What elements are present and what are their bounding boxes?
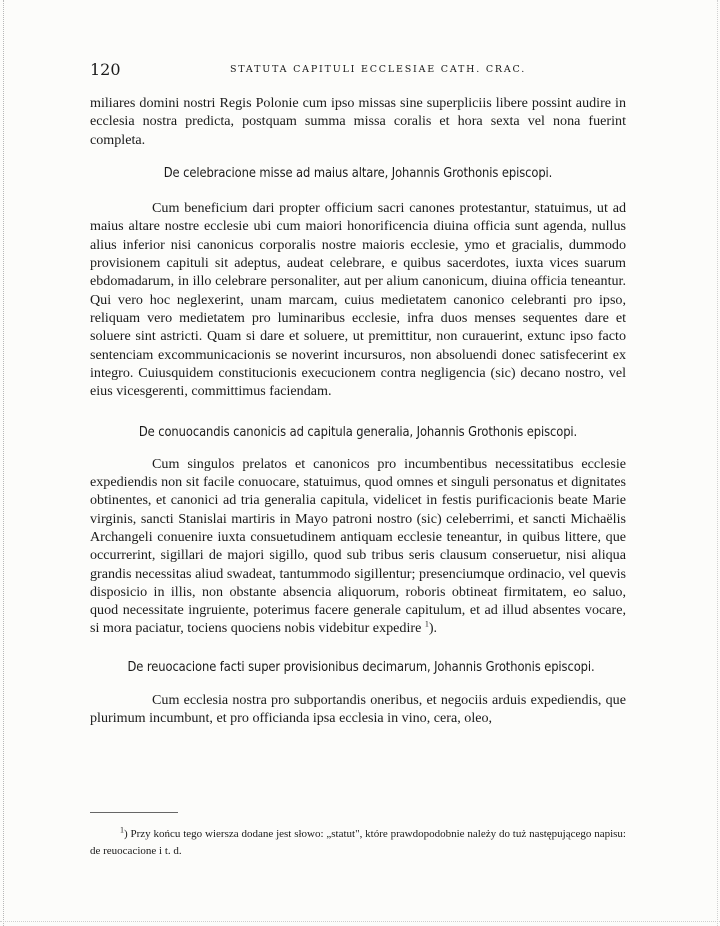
footnote-reference: 1 xyxy=(424,619,429,629)
page-edge-bottom xyxy=(0,921,720,922)
footnote xyxy=(90,826,626,860)
footnote-text: ) Przy końcu tego wiersza dodane jest słowo: „statut", które prawdopodobnie należy do tuż następującego napisu: de reuocacione i t. d. xyxy=(90,828,626,857)
footnote-marker: 1 xyxy=(120,825,124,835)
section-paragraph-1: Cum beneficium dari propter officium sacri canones protestantur, statuimus, ut ad maius altare nostre ecclesie ubi cum maiori honorificencia diuina officia sunt agenda, nullus alius inferior nisi canonicus corporalis nostre maioris ecclesie, ymo et gracialis, dummodo provisionem capituli sit adeptus, audeat celebrare, e quibus sacerdotes, iuxta vices suarum ebdomadarum, in illo celebrare personaliter, aut per alium canonicum, diuina officia teneantur. Qui vero hoc neglexerint, unam marcam, cuius medietatem canonico celebranti pro ipso, reliquam vero medietatem pro luminaribus ecclesie, infra duos menses sequentes dare et soluere sint astricti. Quam si dare et soluere, ut premittitur, non curauerint, extunc ipso facto sentenciam excommunicacionis se noverint incursuros, non absoluendi donec satisfecerint ex integro. Cuiusquidem constitucionis execucionem contra negligencia (sic) decano nostro, vel eius vicesgerenti, committimus faciendam. xyxy=(90,200,626,400)
page-edge-right xyxy=(717,0,718,926)
page-edge-left xyxy=(3,0,4,926)
intro-paragraph: miliares domini nostri Regis Polonie cum ipso missas sine superpliciis libere possint audire in ecclesia nostra predicta, postquam summa missa coralis et hora sexta vel nona fuerint completa. xyxy=(90,95,626,148)
section-paragraph-2 xyxy=(90,455,626,638)
page-number: 120 xyxy=(90,60,121,79)
section-heading-3: De reuocacione facti super provisionibus decimarum, Johannis Grothonis episcopi. xyxy=(127,659,595,675)
running-header xyxy=(90,60,626,80)
section-paragraph-3: Cum ecclesia nostra pro subportandis oneribus, et negociis arduis expediendis, que plurimum incumbunt, et pro officianda ipsa ecclesia in vino, cera, oleo, xyxy=(90,692,626,727)
section-heading-1: De celebracione misse ad maius altare, Johannis Grothonis episcopi. xyxy=(163,165,553,181)
section-paragraph-2-text: Cum singulos prelatos et canonicos pro incumbentibus necessitatibus ecclesie expediendis non sit facile conuocare, statuimus, quod omnes et singuli personatus et dignitates obtinentes, et canonici ad tria generalia capitula, videlicet in festis purificacionis beate Marie virginis, sancti Stanislai martiris in Mayo patroni nostro (sic) celeberrimi, et sancti Michaëlis Archangeli conuenire iuxta consuetudinem antiquam ecclesie teneantur, in quibus littere, que occurrerint, sigillari de majori sigillo, quod sub tribus seris clausum conseruetur, nisi aliqua grandis necessitas aliud swadeat, tantummodo sigillentur; presenciumque ordinacio, vel quevis disposicio in illis, non obstante absencia aliquorum, roboris obtineat firmitatem, eo saluo, quod necessitate ingruiente, poterimus facere generale capitulum, et ad illud absentes vocare, si mora paciatur, tociens quociens nobis videbitur expedire xyxy=(90,455,626,637)
footnote-reference-close: ). xyxy=(428,620,438,637)
main-text xyxy=(90,94,626,728)
section-heading-2: De conuocandis canonicis ad capitula generalia, Johannis Grothonis episcopi. xyxy=(138,425,578,441)
footnote-divider xyxy=(90,812,178,813)
running-title: STATUTA CAPITULI ECCLESIAE CATH. CRAC. xyxy=(230,64,527,75)
